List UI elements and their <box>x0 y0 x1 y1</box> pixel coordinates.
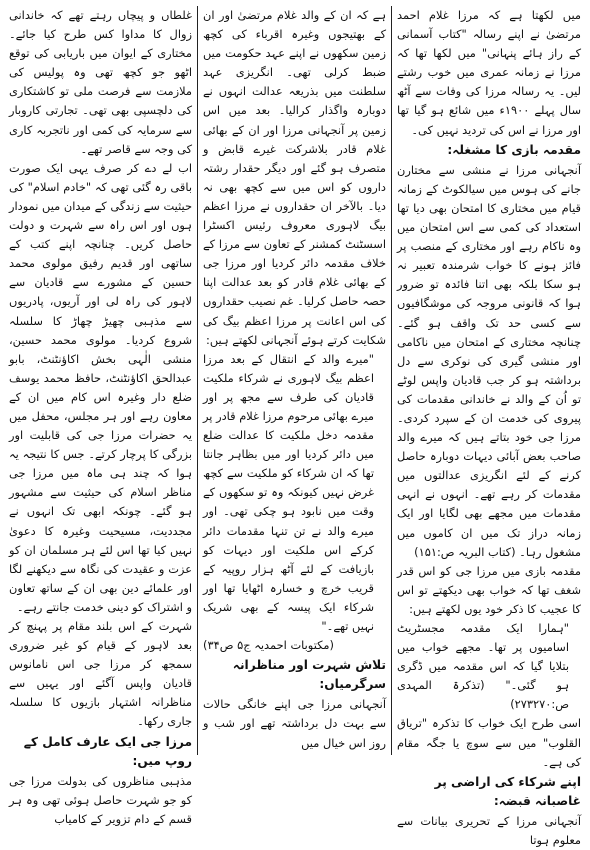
column-middle <box>198 6 392 755</box>
paragraph: اسی طرح ایک خواب کا تذکرہ "تریاق القلوب" میں سے سوچ یا جگہ مقام کی ہے۔ <box>397 716 581 769</box>
paragraph: مقدمہ بازی میں مرزا جی کو اس قدر شغف تھا کہ خواب بھی دیکھتے تو اس کا عجیب کا ذکر خود یوں لکھتے ہیں: <box>397 563 581 616</box>
quote-paragraph: "ہمارا ایک مقدمہ مجسٹریٹ اسامیوں پر تھا۔ مجھے خواب میں بتلایا گیا کہ اس مقدمہ میں ڈگری ہو گئی۔" (تذکرۃ المہدی ص:۲۷۳۲۷۰) <box>397 621 569 712</box>
paragraph: مذہبی مناظروں کی بدولت مرزا جی کو جو شہرت حاصل ہوئی تھی وہ ہر قسم کے دام تزویر کے کامیاب <box>9 773 192 826</box>
paragraph: آنجہانی مرزا کے تحریری بیانات سے معلوم ہوتا <box>397 813 581 848</box>
section-heading: اپنے شرکاء کی اراضی پر غاصبانہ قبضہ: <box>434 774 581 808</box>
paragraph: میں لکھتا ہے کہ مرزا غلام احمد مرتضیٰ نے اپنے رسالہ "کتاب آسمانی کے راز ہائے پنہانی" میں لکھا تھا کہ مرزا نے زمانہ عمری میں خوب رشتے لیں۔ یہ رسالہ مرزا کی وفات سے آٹھ سال پہلے ۱۹۰۰ء میں شائع ہو گیا تھا اور مرزا نے اس کی تردید نہیں کی۔ <box>397 8 582 137</box>
paragraph: آنجہانی مرزا جی اپنے خانگی حالات سے بہت دل برداشتہ تھے اور شب و روز اس خیال میں <box>203 697 386 750</box>
section-heading: مرزا جی ایک عارف کامل کے روپ میں: <box>23 734 192 768</box>
section-heading: تلاش شہرت اور مناظرانہ سرگرمیاں: <box>232 658 386 692</box>
paragraph: ہے کہ ان کے والد غلام مرتضیٰ اور ان کے بھتیجوں وغیرہ اقرباء کی کچھ زمین سکھوں نے اپنے عہد حکومت میں ضبط کرلی تھی۔ انگریزی عہد سلطنت میں بذریعہ عدالت انہوں نے دوبارہ واگذار کرالیا۔ بعد میں اس زمین پر آنجہانی مرزا اور ان کے بھائی غلام قادر بلاشرکت غیرے قابض و متصرف ہو گئے اور دیگر حقدار رشتہ داروں کو اس میں سے کچھ بھی نہ دیا۔ بالآخر ان حقداروں نے مرزا اعظم بیگ لاہوری معروف رئیس اکسٹرا اسسٹنٹ کمشنر کے تعاون سے مرزا کے خلاف مقدمہ دائر کردیا اور مرزا جی کے بھائی غلام قادر کو بعد عدالت اپنا حصہ حاصل کرلیا۔ غم نصیب حقداروں کی اس اعانت پر مرزا اعظم بیگ کی شکایت کرتے ہوئے آنجہانی لکھتے ہیں: <box>203 8 386 347</box>
column-right <box>392 6 586 848</box>
citation: (مکتوبات احمدیہ ج۵ ص۳۴) <box>203 638 334 653</box>
section-heading: مقدمہ بازی کا مشغلہ: <box>447 142 581 157</box>
paragraph: غلطاں و پیچاں رہتے تھے کہ خاندانی زوال کا مداوا کس طرح کیا جائے۔ مختاری کے ایوان میں باریابی کی توقع اٹھو جو کچھ تھی وہ پولیس کی ملازمت سے فرصت ملی تو کاشتکاری کی دلچسپی بھی تھی۔ تجارتی کاروبار سے سرمایہ کی کمی اور ناتجربہ کاری کی وجہ سے قاصر تھے۔ <box>9 8 192 156</box>
paragraph: آنجہانی مرزا نے منشی سے مختارن جانے کی ہوس میں سیالکوٹ کے زمانہ قیام میں مختاری کا امتحان بھی دیا تھا استعداد کی کمی سے اس امتحان میں وہ ناکام رہے اور مختاری کے منصب پر فائز ہونے کا خواب شرمندہ تعبیر نہ ہو سکا بلکہ بھی اتنا فائدہ تو ضرور ہوا کہ قانونی مروجہ کی موشگافیوں سے کسی حد تک واقف ہو گئے۔ چنانچہ مختاری کے امتحان میں ناکامی اور منشی گیری کی نوکری سے دل برداشتہ ہو کر جب قادیان واپس لوٹے تو اُن کے والد نے خاندانی مقدمات کی پیروی کی خدمت ان کے سپرد کردی۔ مرزا جی خود بتاتے ہیں کہ میرے والد صاحب بعض آبائی دیہات دوبارہ حاصل کرنے کے لئے انگریزی عدالتوں میں مقدمات کر رہے تھے۔ انہوں نے انہی مقدمات میں مجھے بھی لگایا اور ایک زمانہ دراز تک میں ان کاموں میں مشغول رہا۔ (کتاب البریہ ص:۱۵۱) <box>397 162 581 559</box>
column-left <box>4 6 198 826</box>
quote-paragraph: "میرے والد کے انتقال کے بعد مرزا اعظم بیگ لاہوری نے شرکاء ملکیت قادیان کی طرف سے مجھ پر اور میرے بھائی مرحوم مرزا غلام قادر پر مقدمہ دخل ملکیت کا عدالت ضلع میں دائر کردیا اور میں بظاہر جانتا تھا کہ ان شرکاء کو ملکیت سے کچھ غرض نہیں کیونکہ وہ تو سکھوں کے وقت میں نابود ہو چکی تھی۔ اور میرے والد نے تن تنہا مقدمات دائر کرکے اس ملکیت اور دیہات کو بازیافت کے لئے آٹھ ہزار روپیہ کے قریب خرچ و خسارہ اٹھایا تھا اور شرکاء ایک پیسہ کے بھی شریک نہیں تھے۔" <box>203 351 374 633</box>
paragraph: اب لے دے کر صرف یہی ایک صورت باقی رہ گئی تھی کہ "خادم اسلام" کی حیثیت سے زندگی کے میدان میں نمودار ہوں اور اس راہ سے شہرت و دولت حاصل کریں۔ چنانچہ اپنے کتب کے ساتھی اور قدیم رفیق مولوی محمد حسین کے مشورے سے قادیان سے لاہور کی راہ لی اور آریوں، پادریوں سے مذہبی چھیڑ چھاڑ کا سلسلہ شروع کردیا۔ مولوی محمد حسین، منشی الٰہی بخش اکاؤنٹنٹ، بابو عبدالحق اکاؤنٹنٹ، حافظ محمد یوسف ضلع دار وغیرہ اس کام میں ان کے معاون رہے اور ہر مجلس، محفل میں یہ حضرات مرزا جی کی قابلیت اور بزرگی کا پرچار کرتے۔ جس کا نتیجہ یہ ہوا کہ چند ہی ماہ میں مرزا جی مناظر اسلام کی حیثیت سے مشہور ہو گئے۔ چونکہ ابھی تک انہوں نے مجددیت، مسیحیت وغیرہ کا دعویٰ نہیں کیا تھا اس لئے ہر مسلمان ان کو عزت و عقیدت کی نگاہ سے دیکھنے لگا اور علمائے دین بھی ان کے ساتھ تعاون و اشتراک کو دینی خدمت جانتے رہے۔ <box>9 160 192 614</box>
paragraph: شہرت کے اس بلند مقام پر پہنچ کر بعد لاہور کے قیام کو غیر ضروری سمجھ کر مرزا جی اس نامانوس قادیان واپس آگئے اور یہیں سے مناظرانہ اشتہار بازیوں کا سلسلہ جاری رکھا۔ <box>9 619 192 729</box>
